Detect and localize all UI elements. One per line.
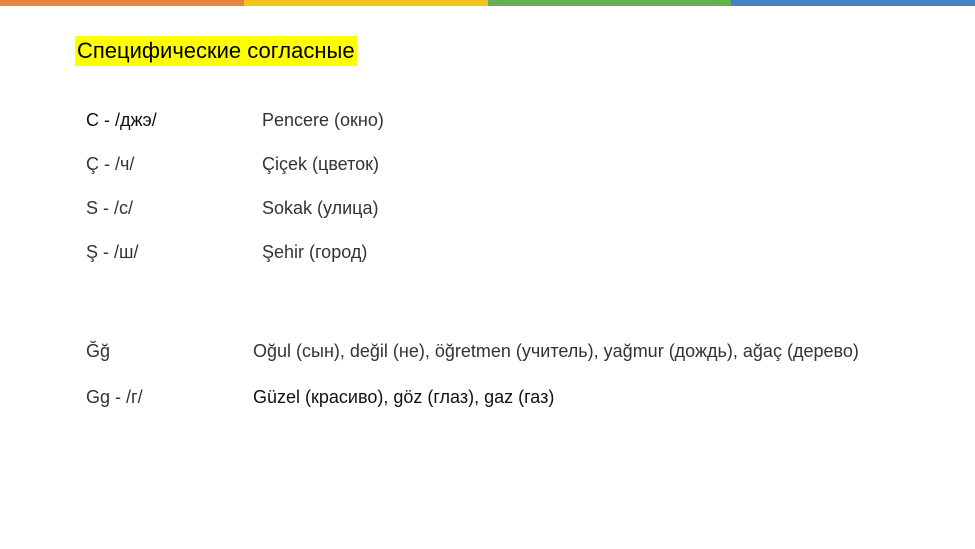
top-bar-segment-yellow xyxy=(244,0,488,6)
consonant-example-soft-g: Oğul (сын), değil (не), öğretmen (учитель), yağmur (дождь), ağaç (дерево) xyxy=(253,341,859,361)
slide-title: Специфические согласные xyxy=(75,36,357,66)
top-bar-segment-blue xyxy=(731,0,975,6)
consonant-label-c-cedilla: Ç - /ч/ xyxy=(86,154,135,174)
consonant-label-s-cedilla: Ş - /ш/ xyxy=(86,242,139,262)
consonant-example-s-cedilla: Şehir (город) xyxy=(262,242,368,262)
consonant-example-g: Güzel (красиво), göz (глаз), gaz (газ) xyxy=(253,387,555,407)
consonant-label-s: S - /с/ xyxy=(86,198,134,218)
consonant-example-s: Sokak (улица) xyxy=(262,198,379,218)
consonant-example-c: Pencere (окно) xyxy=(262,110,384,130)
consonant-label-g: Gg - /г/ xyxy=(86,387,143,407)
top-color-bar xyxy=(0,0,975,6)
consonant-label-soft-g: Ğğ xyxy=(86,341,111,361)
top-bar-segment-green xyxy=(488,0,732,6)
consonant-label-c: C - /джэ/ xyxy=(86,110,157,130)
consonant-example-c-cedilla: Çiçek (цветок) xyxy=(262,154,380,174)
top-bar-segment-orange xyxy=(0,0,244,6)
